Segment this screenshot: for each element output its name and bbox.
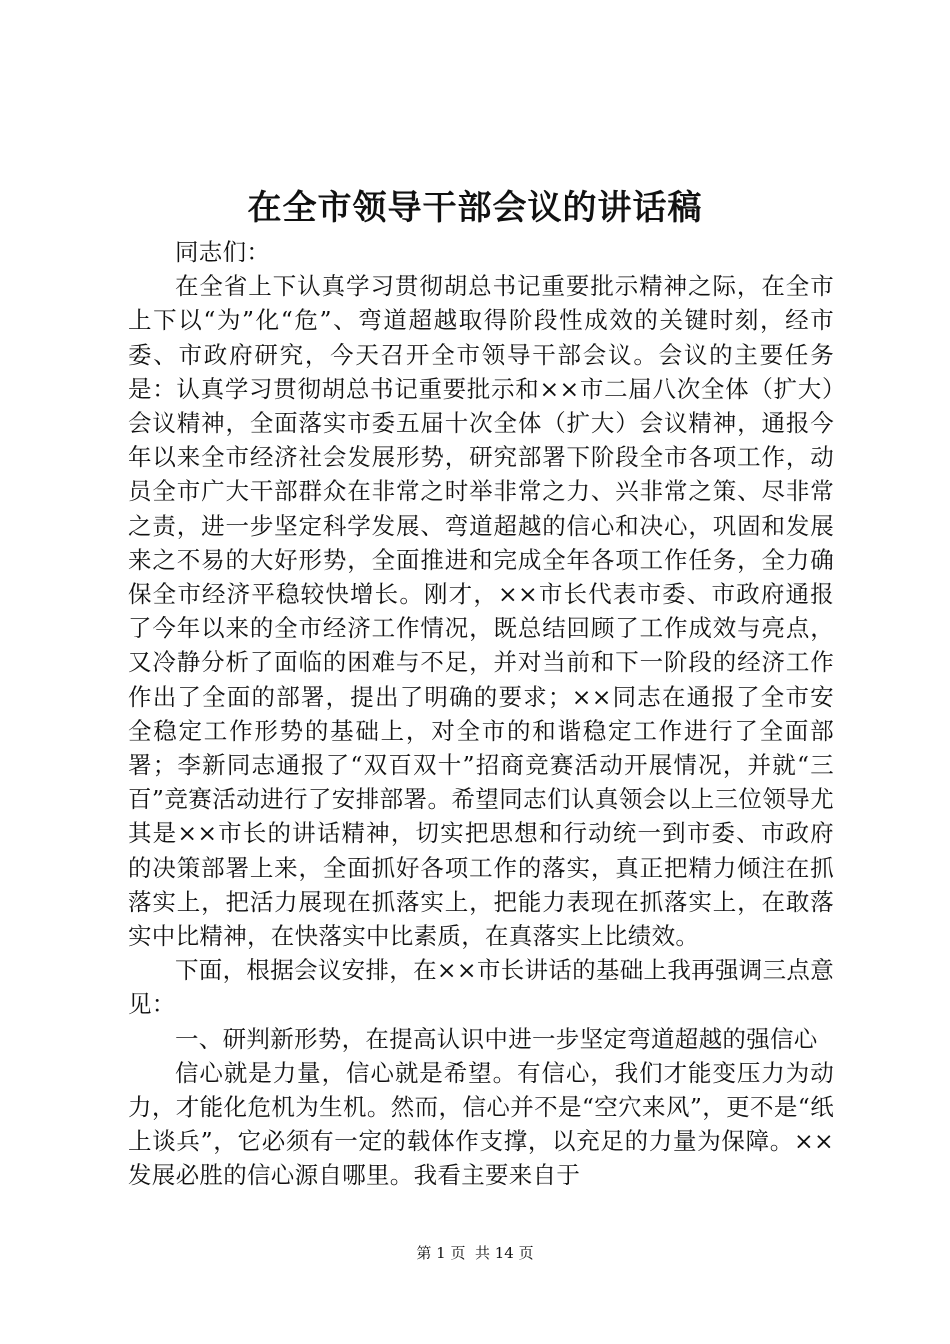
- page-number: 第 1 页 共 14 页: [416, 1244, 534, 1262]
- paragraph-intro: 在全省上下认真学习贯彻胡总书记重要批示精神之际，在全市上下以“为”化“危”、弯道超越取得阶段性成效的关键时刻，经市委、市政府研究，今天召开全市领导干部会议。会议的主要任务是：认真学习贯彻胡总书记重要批示和××市二届八次全体（扩大）会议精神，全面落实市委五届十次全体（扩大）会议精神，通报今年以来全市经济社会发展形势，研究部署下阶段全市各项工作，动员全市广大干部群众在非常之时举非常之力、兴非常之策、尽非常之责，进一步坚定科学发展、弯道超越的信心和决心，巩固和发展来之不易的大好形势，全面推进和完成全年各项工作任务，全力确保全市经济平稳较快增长。刚才，××市长代表市委、市政府通报了今年以来的全市经济工作情况，既总结回顾了工作成效与亮点，又冷静分析了面临的困难与不足，并对当前和下一阶段的经济工作作出了全面的部署，提出了明确的要求；××同志在通报了全市安全稳定工作形势的基础上，对全市的和谐稳定工作进行了全面部署；李新同志通报了“双百双十”招商竞赛活动开展情况，并就“三百”竞赛活动进行了安排部署。希望同志们认真领会以上三位领导尤其是××市长的讲话精神，切实把思想和行动统一到市委、市政府的决策部署上来，全面抓好各项工作的落实，真正把精力倾注在抓落实上，把活力展现在抓落实上，把能力表现在抓落实上，在敢落实中比精神，在快落实中比素质，在真落实上比绩效。: [128, 272, 834, 951]
- section-heading-1: 一、研判新形势，在提高认识中进一步坚定弯道超越的强信心: [175, 1024, 818, 1053]
- page-footer: [0, 1243, 950, 1263]
- paragraph-transition: 下面，根据会议安排，在××市长讲话的基础上我再强调三点意见：: [128, 956, 834, 1019]
- paragraph-confidence: 信心就是力量，信心就是希望。有信心，我们才能变压力为动力，才能化危机为生机。然而，信心并不是“空穴来风”，更不是“纸上谈兵”，它必须有一定的载体作支撑，以充足的力量为保障。××发展必胜的信心源自哪里。我看主要来自于: [128, 1058, 834, 1190]
- salutation: 同志们：: [175, 238, 271, 266]
- document-title: 在全市领导干部会议的讲话稿: [247, 188, 703, 228]
- document-body: [128, 235, 834, 1193]
